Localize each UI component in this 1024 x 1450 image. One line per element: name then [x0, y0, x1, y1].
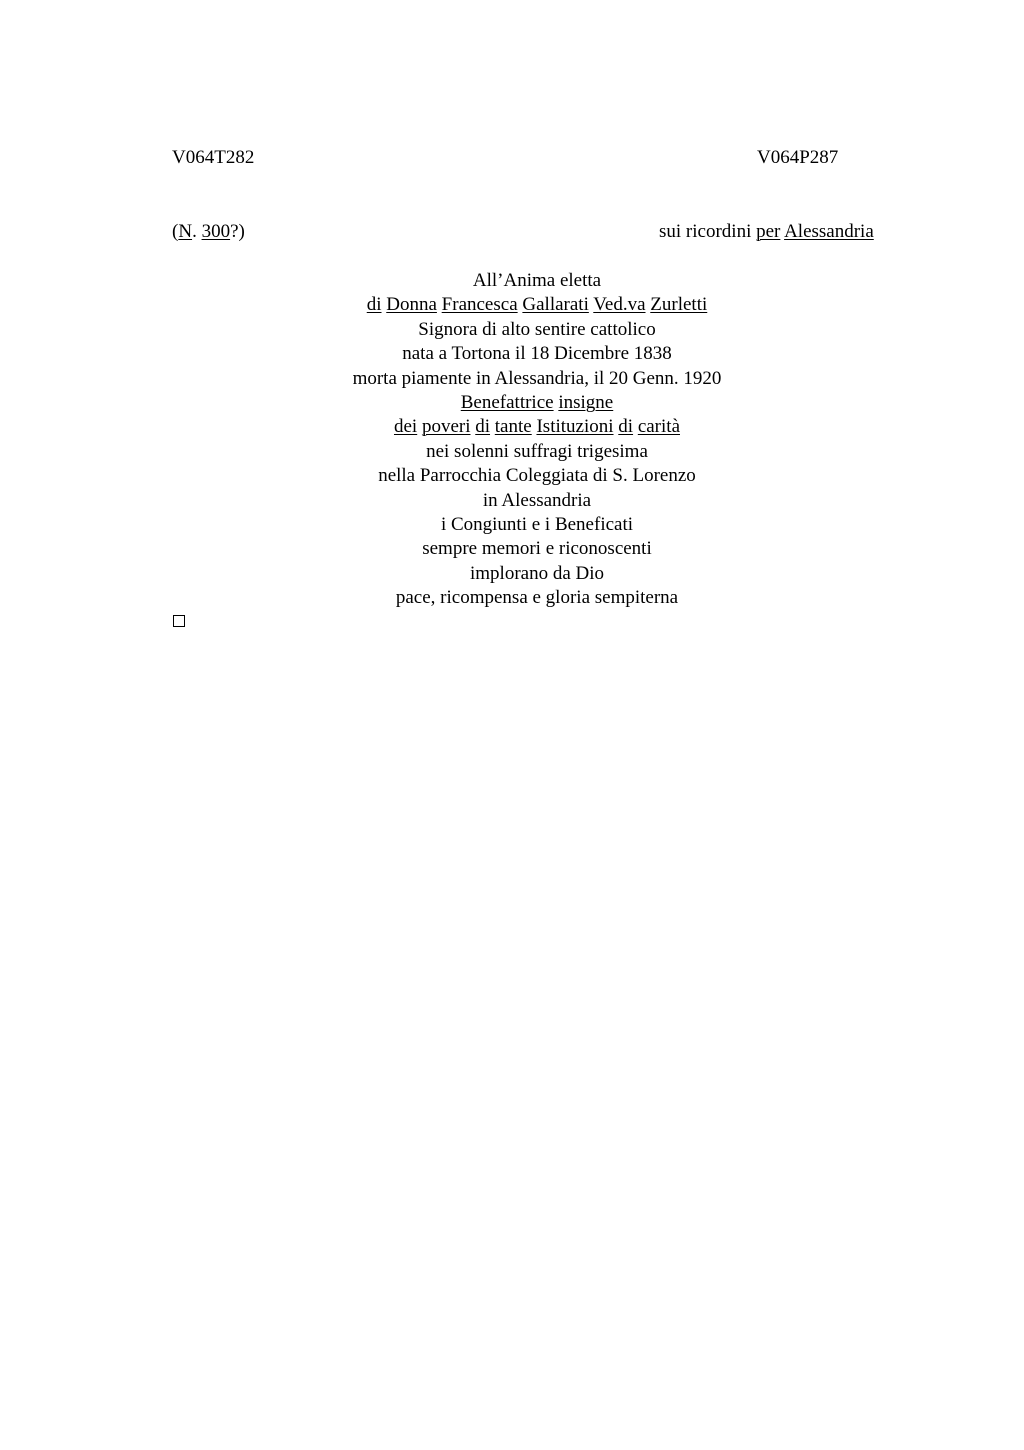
- inscription-line-underlined: [172, 391, 902, 415]
- word: carità: [637, 416, 680, 438]
- ref-dot: .: [192, 221, 202, 242]
- ref-num: 300: [201, 221, 231, 242]
- document-code-right: V064P287: [757, 147, 839, 168]
- word: di: [618, 416, 634, 438]
- word: insigne: [558, 391, 614, 413]
- word: di: [366, 294, 382, 316]
- inscription-line: nella Parrocchia Coleggiata di S. Lorenzo: [378, 465, 696, 487]
- word: dei: [393, 416, 418, 438]
- end-mark-square-icon: [173, 615, 185, 627]
- word: di: [475, 416, 491, 438]
- inscription-line: morta piamente in Alessandria, il 20 Genn. 1920: [352, 367, 722, 389]
- document-code-left: V064T282: [172, 147, 255, 168]
- inscription-line: Signora di alto sentire cattolico: [418, 318, 656, 340]
- ref-n: N: [178, 221, 193, 242]
- inscription-line: sempre memori e riconoscenti: [422, 538, 652, 560]
- word: Benefattrice: [460, 391, 554, 413]
- inscription-line-underlined: [172, 293, 902, 317]
- ref-note-w2: per: [756, 221, 781, 242]
- reference-number: [172, 220, 245, 244]
- inscription-text: [172, 269, 902, 610]
- inscription-line-underlined: [172, 415, 902, 439]
- inscription-line: nei solenni suffragi trigesima: [426, 440, 648, 462]
- word: Zurletti: [650, 294, 708, 316]
- word: Gallarati: [522, 294, 589, 316]
- inscription-line: nata a Tortona il 18 Dicembre 1838: [402, 343, 672, 365]
- word: tante: [494, 416, 532, 438]
- inscription-line: implorano da Dio: [469, 562, 605, 584]
- word: Donna: [386, 294, 437, 316]
- word: Francesca: [441, 294, 518, 316]
- ref-close: ?): [230, 221, 245, 242]
- ref-open: (: [172, 221, 179, 242]
- inscription-line: All’Anima eletta: [472, 270, 602, 291]
- reference-note: [659, 220, 874, 244]
- word: Istituzioni: [536, 416, 614, 438]
- ref-note-w4: Alessandria: [784, 221, 874, 242]
- inscription-line: pace, ricompensa e gloria sempiterna: [395, 587, 679, 609]
- ref-note-w1: sui ricordini: [659, 221, 757, 242]
- inscription-line: i Congiunti e i Beneficati: [440, 513, 634, 535]
- word: poveri: [421, 416, 471, 438]
- inscription-line: in Alessandria: [482, 489, 592, 511]
- word: Ved.va: [593, 294, 646, 316]
